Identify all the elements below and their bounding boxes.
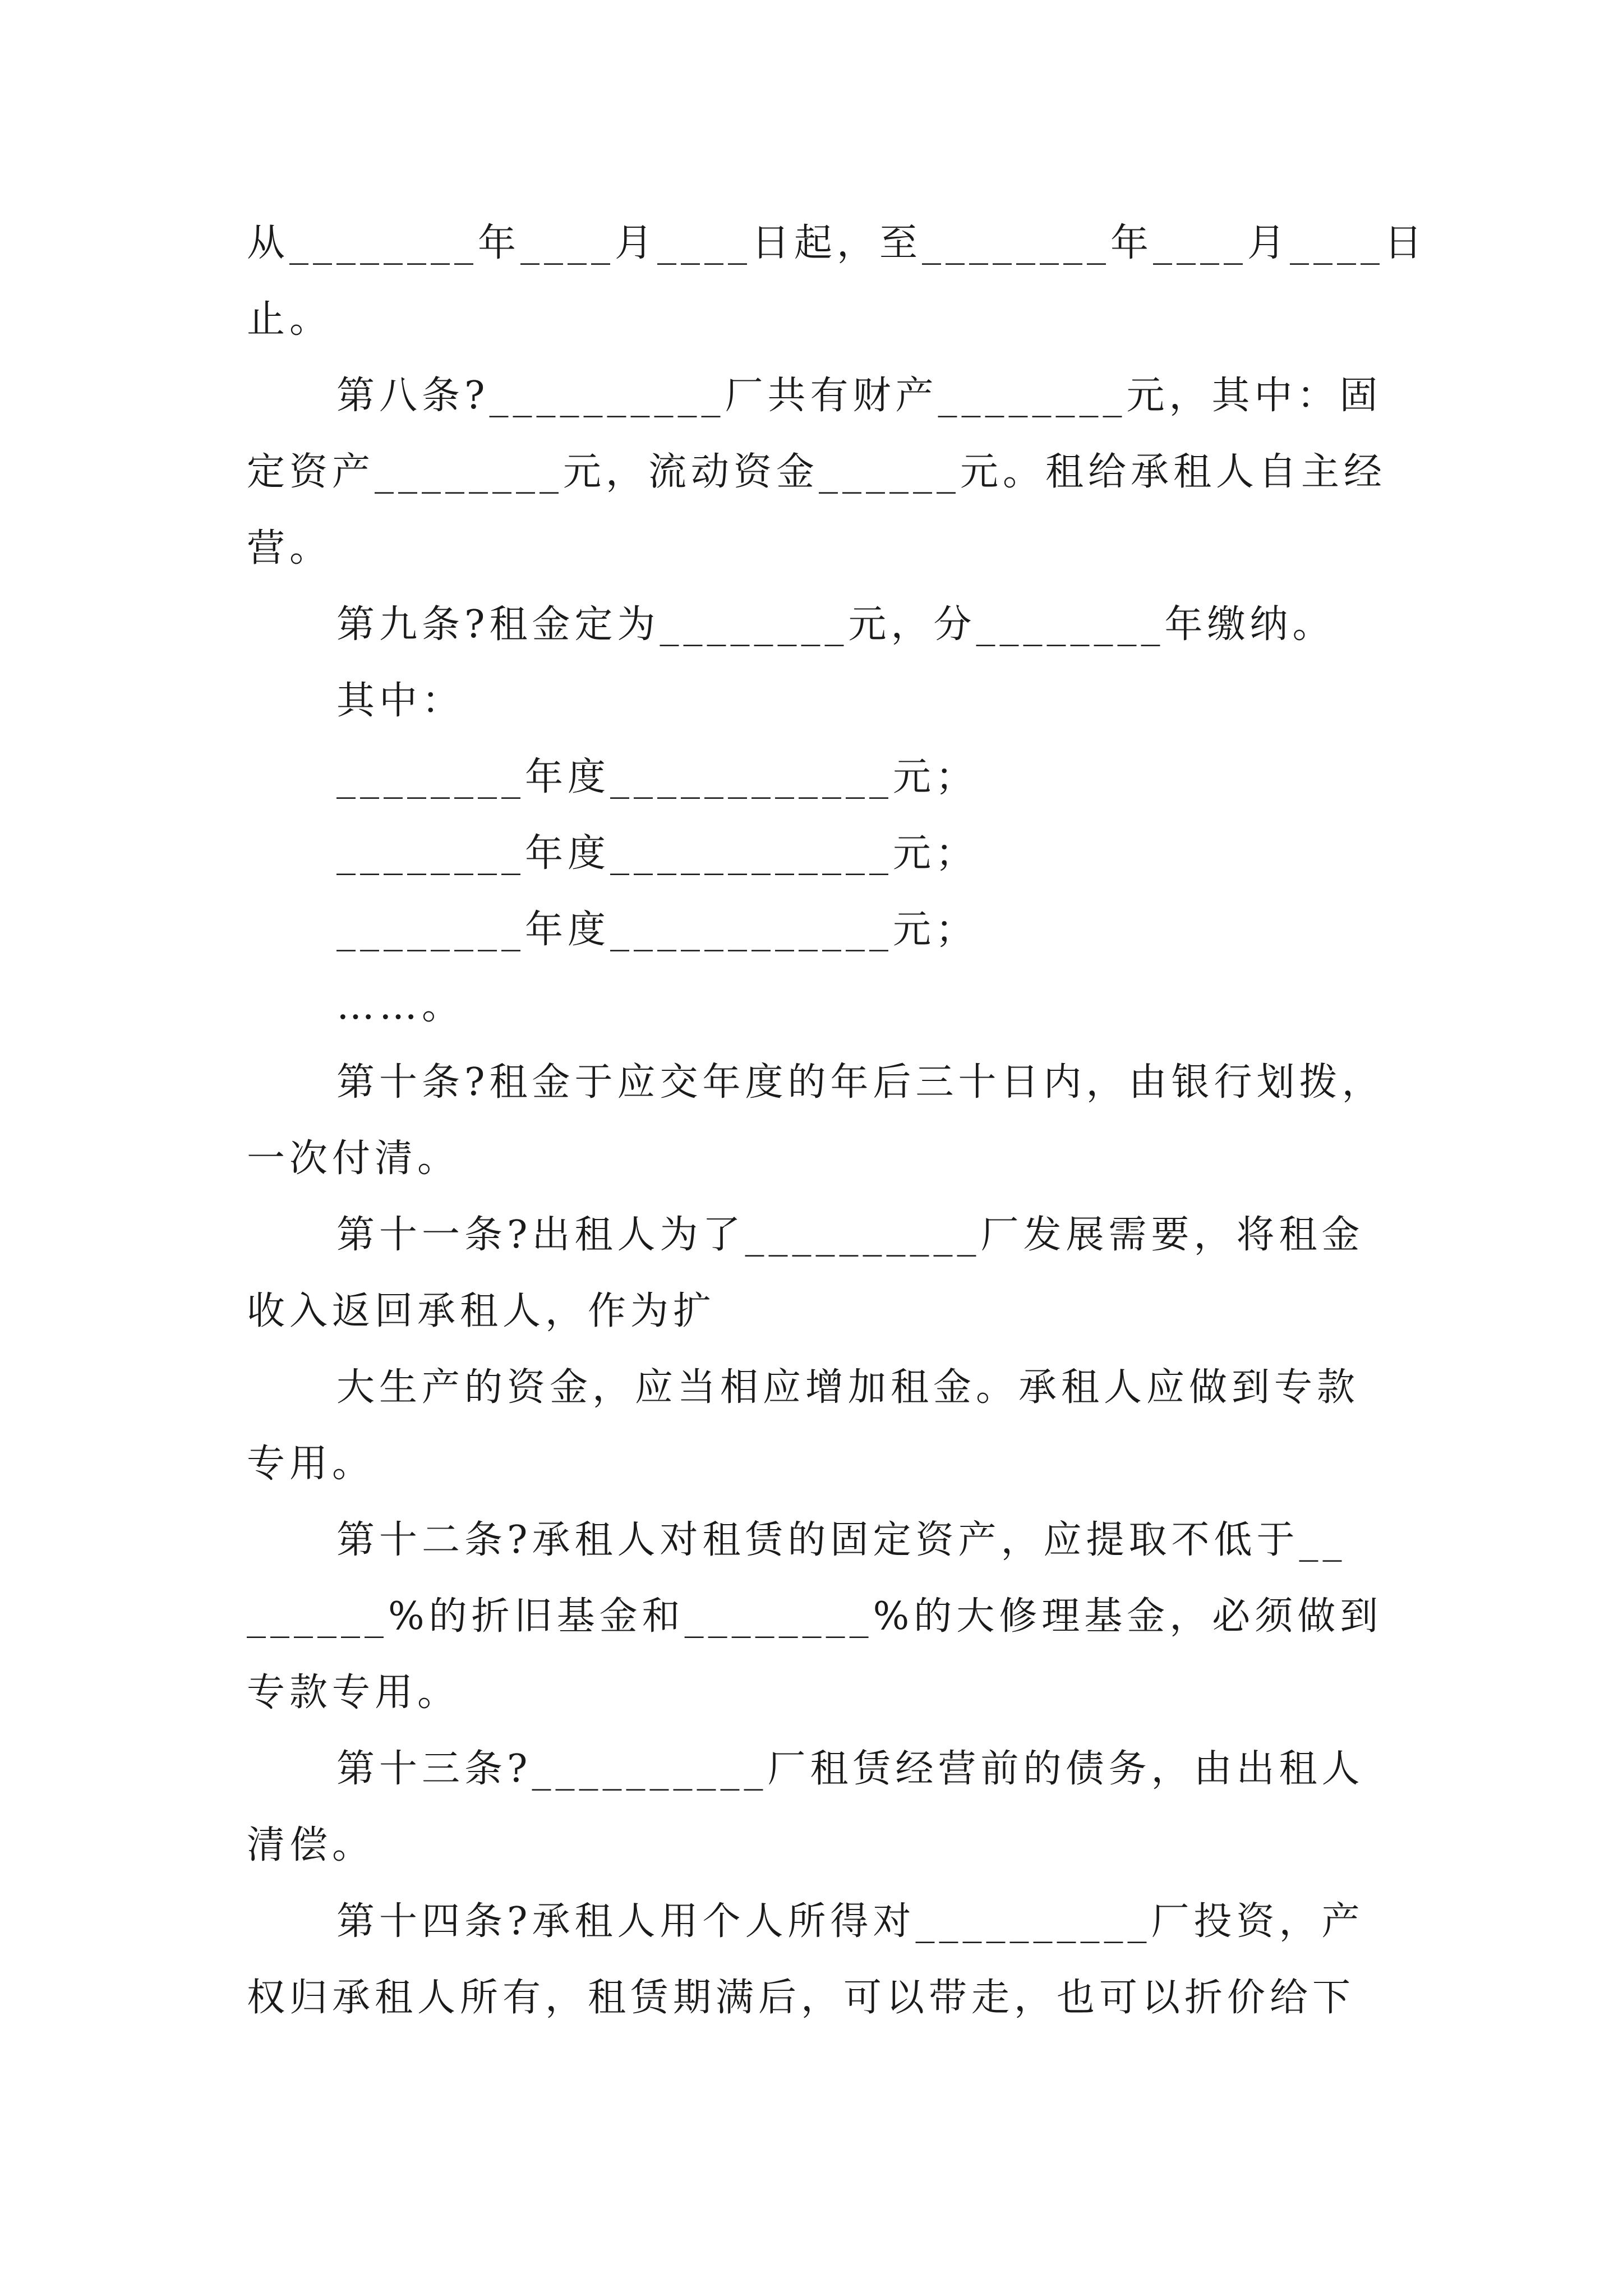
- article-12-line: 第十二条?承租人对租赁的固定资产，应提取不低于__: [336, 1518, 1347, 1562]
- article-9-line: 第九条?租金定为________元，分________年缴纳。: [336, 602, 1335, 647]
- rent-year-line: ________年度____________元；: [336, 908, 979, 952]
- article-11-line: 第十一条?出租人为了__________厂发展需要，将租金: [336, 1213, 1364, 1257]
- text-line: 收入返回承租人，作为扩: [247, 1289, 716, 1333]
- text-line: 一次付清。: [247, 1137, 460, 1181]
- text-line: 专用。: [247, 1442, 375, 1486]
- text-line: 营。: [247, 526, 333, 570]
- text-line: 从________年____月____日起，至________年____月____日: [247, 221, 1427, 265]
- text-line: 大生产的资金，应当相应增加租金。承租人应做到专款: [336, 1365, 1360, 1410]
- rent-year-line: ________年度____________元；: [336, 755, 979, 799]
- text-line: 定资产________元，流动资金______元。租给承租人自主经: [247, 450, 1387, 494]
- text-line: ……。: [336, 984, 465, 1028]
- article-10-line: 第十条?租金于应交年度的年后三十日内，由银行划拨，: [336, 1060, 1385, 1105]
- text-line: ______%的折旧基金和________%的大修理基金，必须做到: [247, 1594, 1383, 1639]
- article-14-line: 第十四条?承租人用个人所得对__________厂投资，产: [336, 1899, 1364, 1944]
- text-line: 止。: [247, 297, 333, 342]
- rent-year-line: ________年度____________元；: [336, 831, 979, 876]
- text-line: 其中：: [336, 679, 465, 723]
- text-line: 专款专用。: [247, 1671, 460, 1715]
- article-8-line: 第八条?__________厂共有财产________元，其中：固: [336, 374, 1382, 418]
- article-13-line: 第十三条?__________厂租赁经营前的债务，由出租人: [336, 1747, 1364, 1791]
- text-line: 权归承租人所有，租赁期满后，可以带走，也可以折价给下: [247, 1976, 1355, 2020]
- text-line: 清偿。: [247, 1823, 375, 1867]
